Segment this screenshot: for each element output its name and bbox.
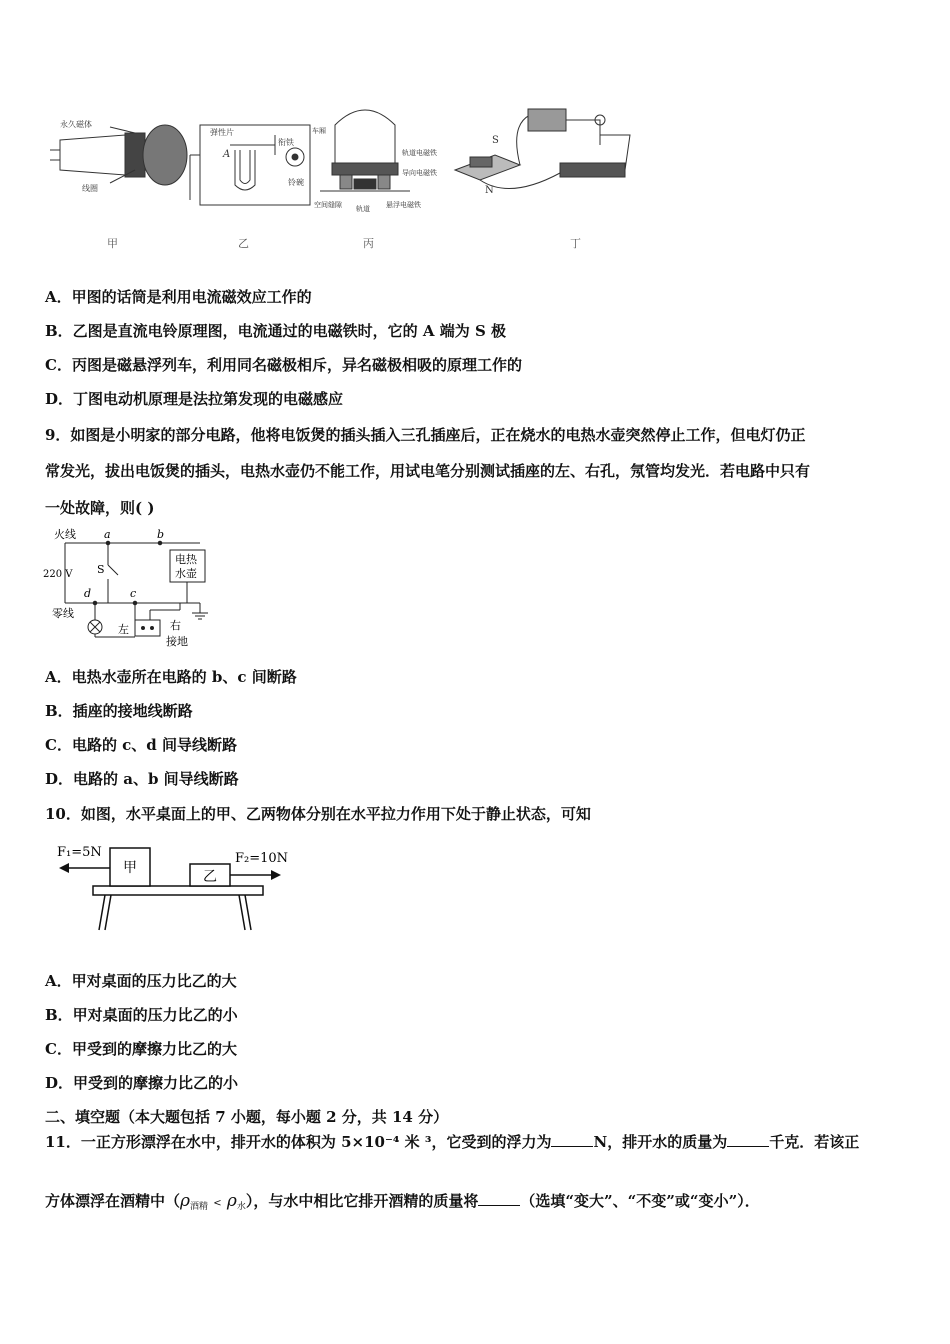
label-kettle-line1: 电热 [175,553,197,566]
label-node-a: a [104,528,111,541]
q10-option-a: A．甲对桌面的压力比乙的大 [45,972,237,990]
label-node-b: b [157,528,165,541]
q11-line2 [45,1190,760,1212]
q10-option-d: D．甲受到的摩擦力比乙的小 [45,1074,239,1092]
rho-subscript-water: 水 [236,1202,246,1212]
rho-subscript-alcohol: 酒精 [190,1202,209,1212]
caption-yi: 乙 [238,237,249,250]
q11-blank-buoyancy[interactable] [551,1132,593,1147]
label-jia-coil: 线圈 [82,184,98,193]
q9-stem-line3: 一处故障，则( ) [45,499,155,517]
q10-option-c: C．甲受到的摩擦力比乙的大 [45,1040,237,1058]
label-neutral-wire: 零线 [52,607,74,620]
q8-option-d: D．丁图电动机原理是法拉第发现的电磁感应 [45,390,344,408]
q9-option-d: D．电路的 a、b 间导线断路 [45,770,239,788]
q9-option-b: B．插座的接地线断路 [45,702,193,720]
figure-table-forces [55,838,295,938]
q10-option-b: B．甲对桌面的压力比乙的小 [45,1006,238,1024]
caption-bing: 丙 [363,237,374,250]
q11-text-part2: N，排开水的质量为 [593,1133,728,1151]
figure-bing-maglev [320,110,410,191]
q11-blank-alcohol-mass[interactable] [478,1191,520,1206]
section-title-fill-in: 二、填空题（本大题包括 7 小题，每小题 2 分，共 14 分） [45,1108,449,1126]
q9-option-a: A．电热水壶所在电路的 b、c 间断路 [45,668,297,686]
label-kettle-line2: 水壶 [175,567,197,580]
caption-ding: 丁 [570,237,581,250]
figure-jia-microphone [50,125,187,185]
label-yi-a: A [223,149,231,160]
label-socket-left: 左 [118,623,129,636]
label-ding-s: S [492,135,499,146]
label-block-jia: 甲 [123,860,137,876]
label-node-c: c [130,587,137,600]
figure-yi-bell [190,125,310,205]
caption-jia: 甲 [107,237,118,250]
label-block-yi: 乙 [203,869,217,885]
q9-stem-line1: 9．如图是小明家的部分电路，他将电饭煲的插头插入三孔插座后，正在烧水的电热水壶突然停止工作，但电灯仍正 [45,426,806,444]
label-bing-float: 悬浮电磁铁 [386,201,421,209]
label-socket-right: 右 [170,619,181,632]
q11-text-part6: （选填“变大”、“不变”或“变小”）． [520,1192,760,1210]
label-bing-car: 车厢 [312,127,326,135]
label-bing-guide2: 导向电磁铁 [402,169,437,177]
q8-option-a: A．甲图的话筒是利用电流磁效应工作的 [45,288,312,306]
figure-ding-motor [455,109,630,189]
q9-stem-line2: 常发光，拔出电饭煲的插头，电热水壶仍不能工作，用试电笔分别测试插座的左、右孔，氖管均发光．若电路中只有 [45,462,811,480]
figure-household-circuit [40,525,220,650]
rho-symbol-alcohol: ρ [180,1191,191,1211]
label-yi-spring: 弹性片 [210,128,234,137]
label-live-wire: 火线 [54,528,76,541]
label-ground: 接地 [166,635,188,648]
label-bing-gap: 空间缝隙 [314,201,342,209]
rho-symbol-water: ρ [226,1191,237,1211]
label-force-f1: F₁=5N [57,845,102,860]
q11-text-part1: 11．一正方形漂浮在水中，排开水的体积为 5×10⁻⁴ 米 ³，它受到的浮力为 [45,1133,552,1151]
label-bing-rail: 轨道 [356,205,370,213]
figure-electromagnetism [40,95,640,255]
q11-text-part3: 千克．若该正 [769,1133,860,1151]
q11-line1 [45,1131,859,1152]
q10-stem: 10．如图，水平桌面上的甲、乙两物体分别在水平拉力作用下处于静止状态，可知 [45,805,591,823]
label-voltage: 220 V [43,569,73,580]
q9-option-c: C．电路的 c、d 间导线断路 [45,736,238,754]
label-switch: S [97,563,105,576]
label-bing-guide: 轨道电磁铁 [402,149,437,157]
q11-text-part5: ），与水中相比它排开酒精的质量将 [245,1192,479,1210]
less-than-sign: < [213,1198,222,1209]
label-yi-bell: 铃碗 [288,178,304,187]
label-force-f2: F₂=10N [235,851,289,866]
q8-option-b: B．乙图是直流电铃原理图，电流通过的电磁铁时，它的 A 端为 S 极 [45,322,507,340]
label-ding-n: N [485,185,494,196]
label-jia-magnet: 永久磁体 [60,120,92,129]
q11-text-part4: 方体漂浮在酒精中（ [45,1192,181,1210]
label-yi-hammer: 衔铁 [278,138,294,147]
q11-blank-mass[interactable] [727,1132,769,1147]
q8-option-c: C．丙图是磁悬浮列车，利用同名磁极相斥，异名磁极相吸的原理工作的 [45,356,522,374]
label-node-d: d [84,587,92,600]
